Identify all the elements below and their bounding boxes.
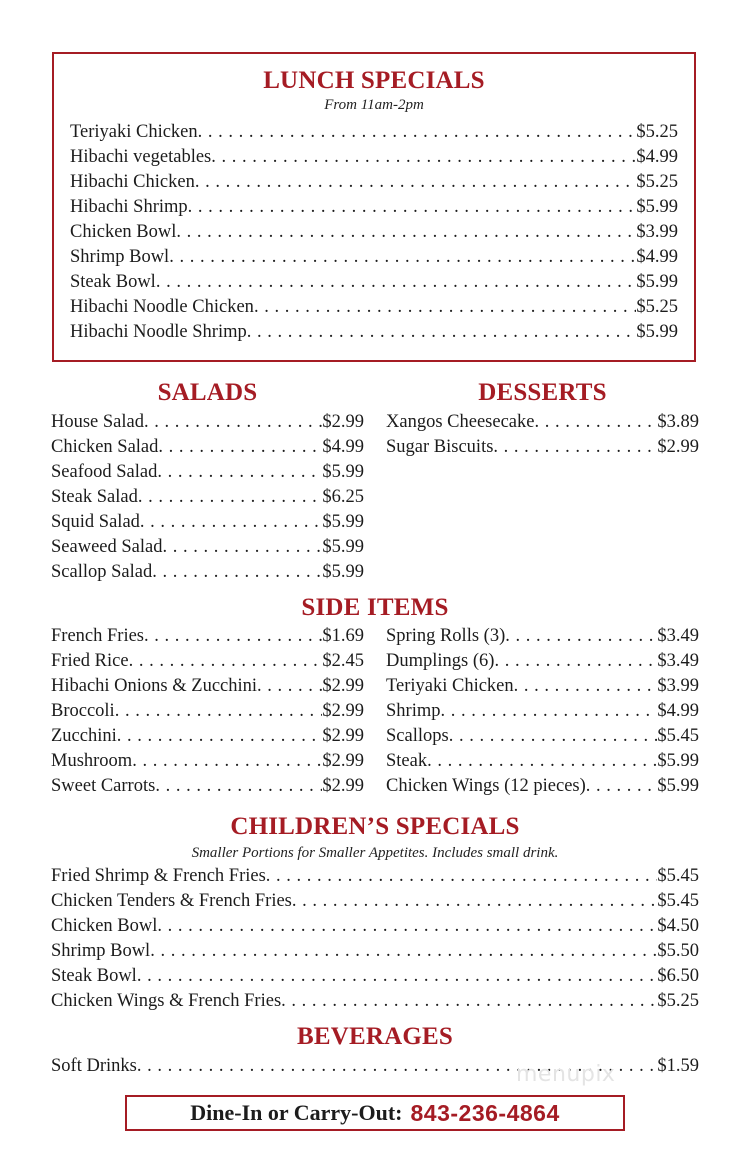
side-items-title: SIDE ITEMS (301, 594, 449, 621)
item-name: Steak (386, 751, 428, 771)
item-price: $5.50 (657, 941, 699, 961)
item-price: $3.49 (657, 626, 699, 646)
dot-leader (155, 774, 322, 799)
menu-item (51, 864, 699, 889)
item-price: $2.99 (322, 412, 364, 432)
menu-item (51, 889, 699, 914)
menu-item (70, 170, 678, 195)
dot-leader (534, 410, 657, 435)
dot-leader (266, 864, 658, 889)
beverages-title: BEVERAGES (296, 1023, 453, 1050)
item-name: Spring Rolls (3) (386, 626, 506, 646)
menu-item (386, 774, 699, 799)
item-name: Mushroom (51, 751, 133, 771)
item-name: Dumplings (6) (386, 651, 495, 671)
dot-leader (505, 624, 657, 649)
item-price: $5.99 (636, 322, 678, 342)
item-price: $5.25 (636, 172, 678, 192)
item-name: House Salad (51, 412, 144, 432)
menu-item (51, 674, 364, 699)
dot-leader (132, 749, 322, 774)
item-name: Seafood Salad (51, 462, 158, 482)
item-price: $5.99 (322, 462, 364, 482)
item-price: $1.59 (657, 1056, 699, 1076)
watermark: menupix (516, 1062, 616, 1087)
item-name: Zucchini (51, 726, 117, 746)
menu-item (51, 649, 364, 674)
dot-leader (211, 145, 636, 170)
item-price: $5.99 (636, 197, 678, 217)
item-price: $6.50 (657, 966, 699, 986)
item-name: Shrimp (386, 701, 441, 721)
item-price: $5.99 (636, 272, 678, 292)
dot-leader (188, 195, 637, 220)
childrens-specials-section (51, 812, 699, 1014)
item-name: Teriyaki Chicken (70, 122, 198, 142)
item-price: $2.99 (322, 726, 364, 746)
item-name: Shrimp Bowl (70, 247, 170, 267)
item-name: Teriyaki Chicken (386, 676, 514, 696)
menu-item (51, 724, 364, 749)
item-name: Shrimp Bowl (51, 941, 151, 961)
item-name: Hibachi vegetables (70, 147, 212, 167)
item-price: $4.99 (322, 437, 364, 457)
menu-item (51, 774, 364, 799)
item-price: $2.99 (322, 676, 364, 696)
dot-leader (157, 914, 657, 939)
contact-box (125, 1095, 625, 1131)
dot-leader (115, 699, 323, 724)
lunch-specials-list (70, 120, 678, 345)
dot-leader (152, 560, 322, 585)
dot-leader (157, 460, 322, 485)
item-name: Scallop Salad (51, 562, 153, 582)
item-name: Broccoli (51, 701, 115, 721)
item-name: Hibachi Onions & Zucchini (51, 676, 258, 696)
contact-label: Dine-In or Carry-Out: (190, 1100, 403, 1125)
dot-leader (514, 674, 658, 699)
side-items-right-column (386, 624, 699, 799)
item-price: $5.45 (657, 891, 699, 911)
side-items-header (51, 593, 699, 623)
item-name: Hibachi Shrimp (70, 197, 188, 217)
side-items-left-column (51, 624, 364, 799)
dot-leader (257, 674, 322, 699)
item-name: Fried Shrimp & French Fries (51, 866, 266, 886)
dot-leader (137, 964, 658, 989)
dot-leader (195, 170, 637, 195)
item-price: $6.25 (322, 487, 364, 507)
dot-leader (449, 724, 658, 749)
item-name: Chicken Bowl (70, 222, 177, 242)
lunch-specials-hours: From 11am-2pm (324, 97, 424, 113)
menu-item (51, 560, 364, 585)
menu-item (70, 120, 678, 145)
item-price: $2.99 (657, 437, 699, 457)
desserts-title: DESSERTS (478, 379, 607, 406)
desserts-section (386, 378, 699, 460)
menu-item (386, 435, 699, 460)
item-price: $1.69 (322, 626, 364, 646)
item-name: Hibachi Noodle Chicken (70, 297, 254, 317)
menu-item (386, 699, 699, 724)
menu-item (51, 460, 364, 485)
menu-item (51, 435, 364, 460)
menu-item (70, 220, 678, 245)
dot-leader (198, 120, 637, 145)
dot-leader (292, 889, 658, 914)
menu-item (386, 624, 699, 649)
menu-item (51, 749, 364, 774)
item-name: Sugar Biscuits (386, 437, 494, 457)
menu-item (386, 724, 699, 749)
dot-leader (247, 320, 637, 345)
salads-section (51, 378, 364, 585)
dot-leader (162, 535, 322, 560)
dot-leader (150, 939, 657, 964)
item-price: $4.99 (636, 147, 678, 167)
item-price: $5.45 (657, 726, 699, 746)
menu-item (51, 485, 364, 510)
menu-item (386, 674, 699, 699)
item-price: $2.99 (322, 701, 364, 721)
dot-leader (140, 510, 322, 535)
dot-leader (440, 699, 657, 724)
item-price: $3.89 (657, 412, 699, 432)
dot-leader (169, 245, 636, 270)
item-name: Hibachi Chicken (70, 172, 195, 192)
menu-item (51, 914, 699, 939)
item-price: $4.50 (657, 916, 699, 936)
item-price: $4.99 (657, 701, 699, 721)
dot-leader (129, 649, 323, 674)
menu-item (386, 749, 699, 774)
menu-item (51, 510, 364, 535)
item-price: $5.99 (657, 751, 699, 771)
item-name: Chicken Tenders & French Fries (51, 891, 292, 911)
menu-item (70, 195, 678, 220)
item-price: $5.99 (322, 537, 364, 557)
menu-item (70, 270, 678, 295)
salads-title: SALADS (157, 379, 258, 406)
dot-leader (254, 295, 636, 320)
menu-item (70, 145, 678, 170)
item-price: $5.99 (657, 776, 699, 796)
item-price: $2.99 (322, 751, 364, 771)
item-price: $5.99 (322, 562, 364, 582)
item-price: $5.99 (322, 512, 364, 532)
item-price: $3.99 (657, 676, 699, 696)
item-price: $2.45 (322, 651, 364, 671)
item-price: $5.25 (636, 297, 678, 317)
item-name: Steak Bowl (70, 272, 156, 292)
item-name: Seaweed Salad (51, 537, 163, 557)
lunch-specials-box (52, 52, 696, 362)
dot-leader (144, 624, 322, 649)
menu-item (51, 964, 699, 989)
menu-item (51, 989, 699, 1014)
item-name: Scallops (386, 726, 449, 746)
menu-item (70, 245, 678, 270)
item-price: $5.25 (636, 122, 678, 142)
item-name: French Fries (51, 626, 144, 646)
item-name: Steak Bowl (51, 966, 137, 986)
item-name: Sweet Carrots (51, 776, 156, 796)
item-name: Chicken Salad (51, 437, 159, 457)
item-price: $2.99 (322, 776, 364, 796)
item-name: Steak Salad (51, 487, 138, 507)
dot-leader (117, 724, 323, 749)
dot-leader (156, 270, 637, 295)
item-name: Squid Salad (51, 512, 140, 532)
dot-leader (281, 989, 657, 1014)
menu-item (51, 410, 364, 435)
menu-item (51, 939, 699, 964)
item-name: Hibachi Noodle Shrimp (70, 322, 247, 342)
menu-item (70, 295, 678, 320)
dot-leader (427, 749, 657, 774)
item-name: Chicken Wings & French Fries (51, 991, 282, 1011)
item-name: Xangos Cheesecake (386, 412, 535, 432)
item-name: Soft Drinks (51, 1056, 137, 1076)
item-price: $5.25 (657, 991, 699, 1011)
childrens-specials-note: Smaller Portions for Smaller Appetites. Includes small drink. (191, 845, 559, 861)
item-price: $5.45 (657, 866, 699, 886)
item-name: Fried Rice (51, 651, 129, 671)
dot-leader (158, 435, 322, 460)
dot-leader (144, 410, 322, 435)
item-price: $4.99 (636, 247, 678, 267)
item-name: Chicken Wings (12 pieces) (386, 776, 586, 796)
childrens-specials-title: CHILDREN’S SPECIALS (230, 813, 520, 840)
dot-leader (138, 485, 323, 510)
dot-leader (494, 649, 657, 674)
lunch-specials-title: LUNCH SPECIALS (263, 67, 485, 94)
item-price: $3.49 (657, 651, 699, 671)
menu-item (386, 410, 699, 435)
dot-leader (176, 220, 636, 245)
menu-item (386, 649, 699, 674)
menu-item (51, 624, 364, 649)
item-price: $3.99 (636, 222, 678, 242)
item-name: Chicken Bowl (51, 916, 158, 936)
menu-item (51, 535, 364, 560)
phone-number[interactable]: 843-236-4864 (410, 1099, 560, 1126)
menu-item (70, 320, 678, 345)
menu-item (51, 699, 364, 724)
dot-leader (586, 774, 658, 799)
dot-leader (493, 435, 657, 460)
